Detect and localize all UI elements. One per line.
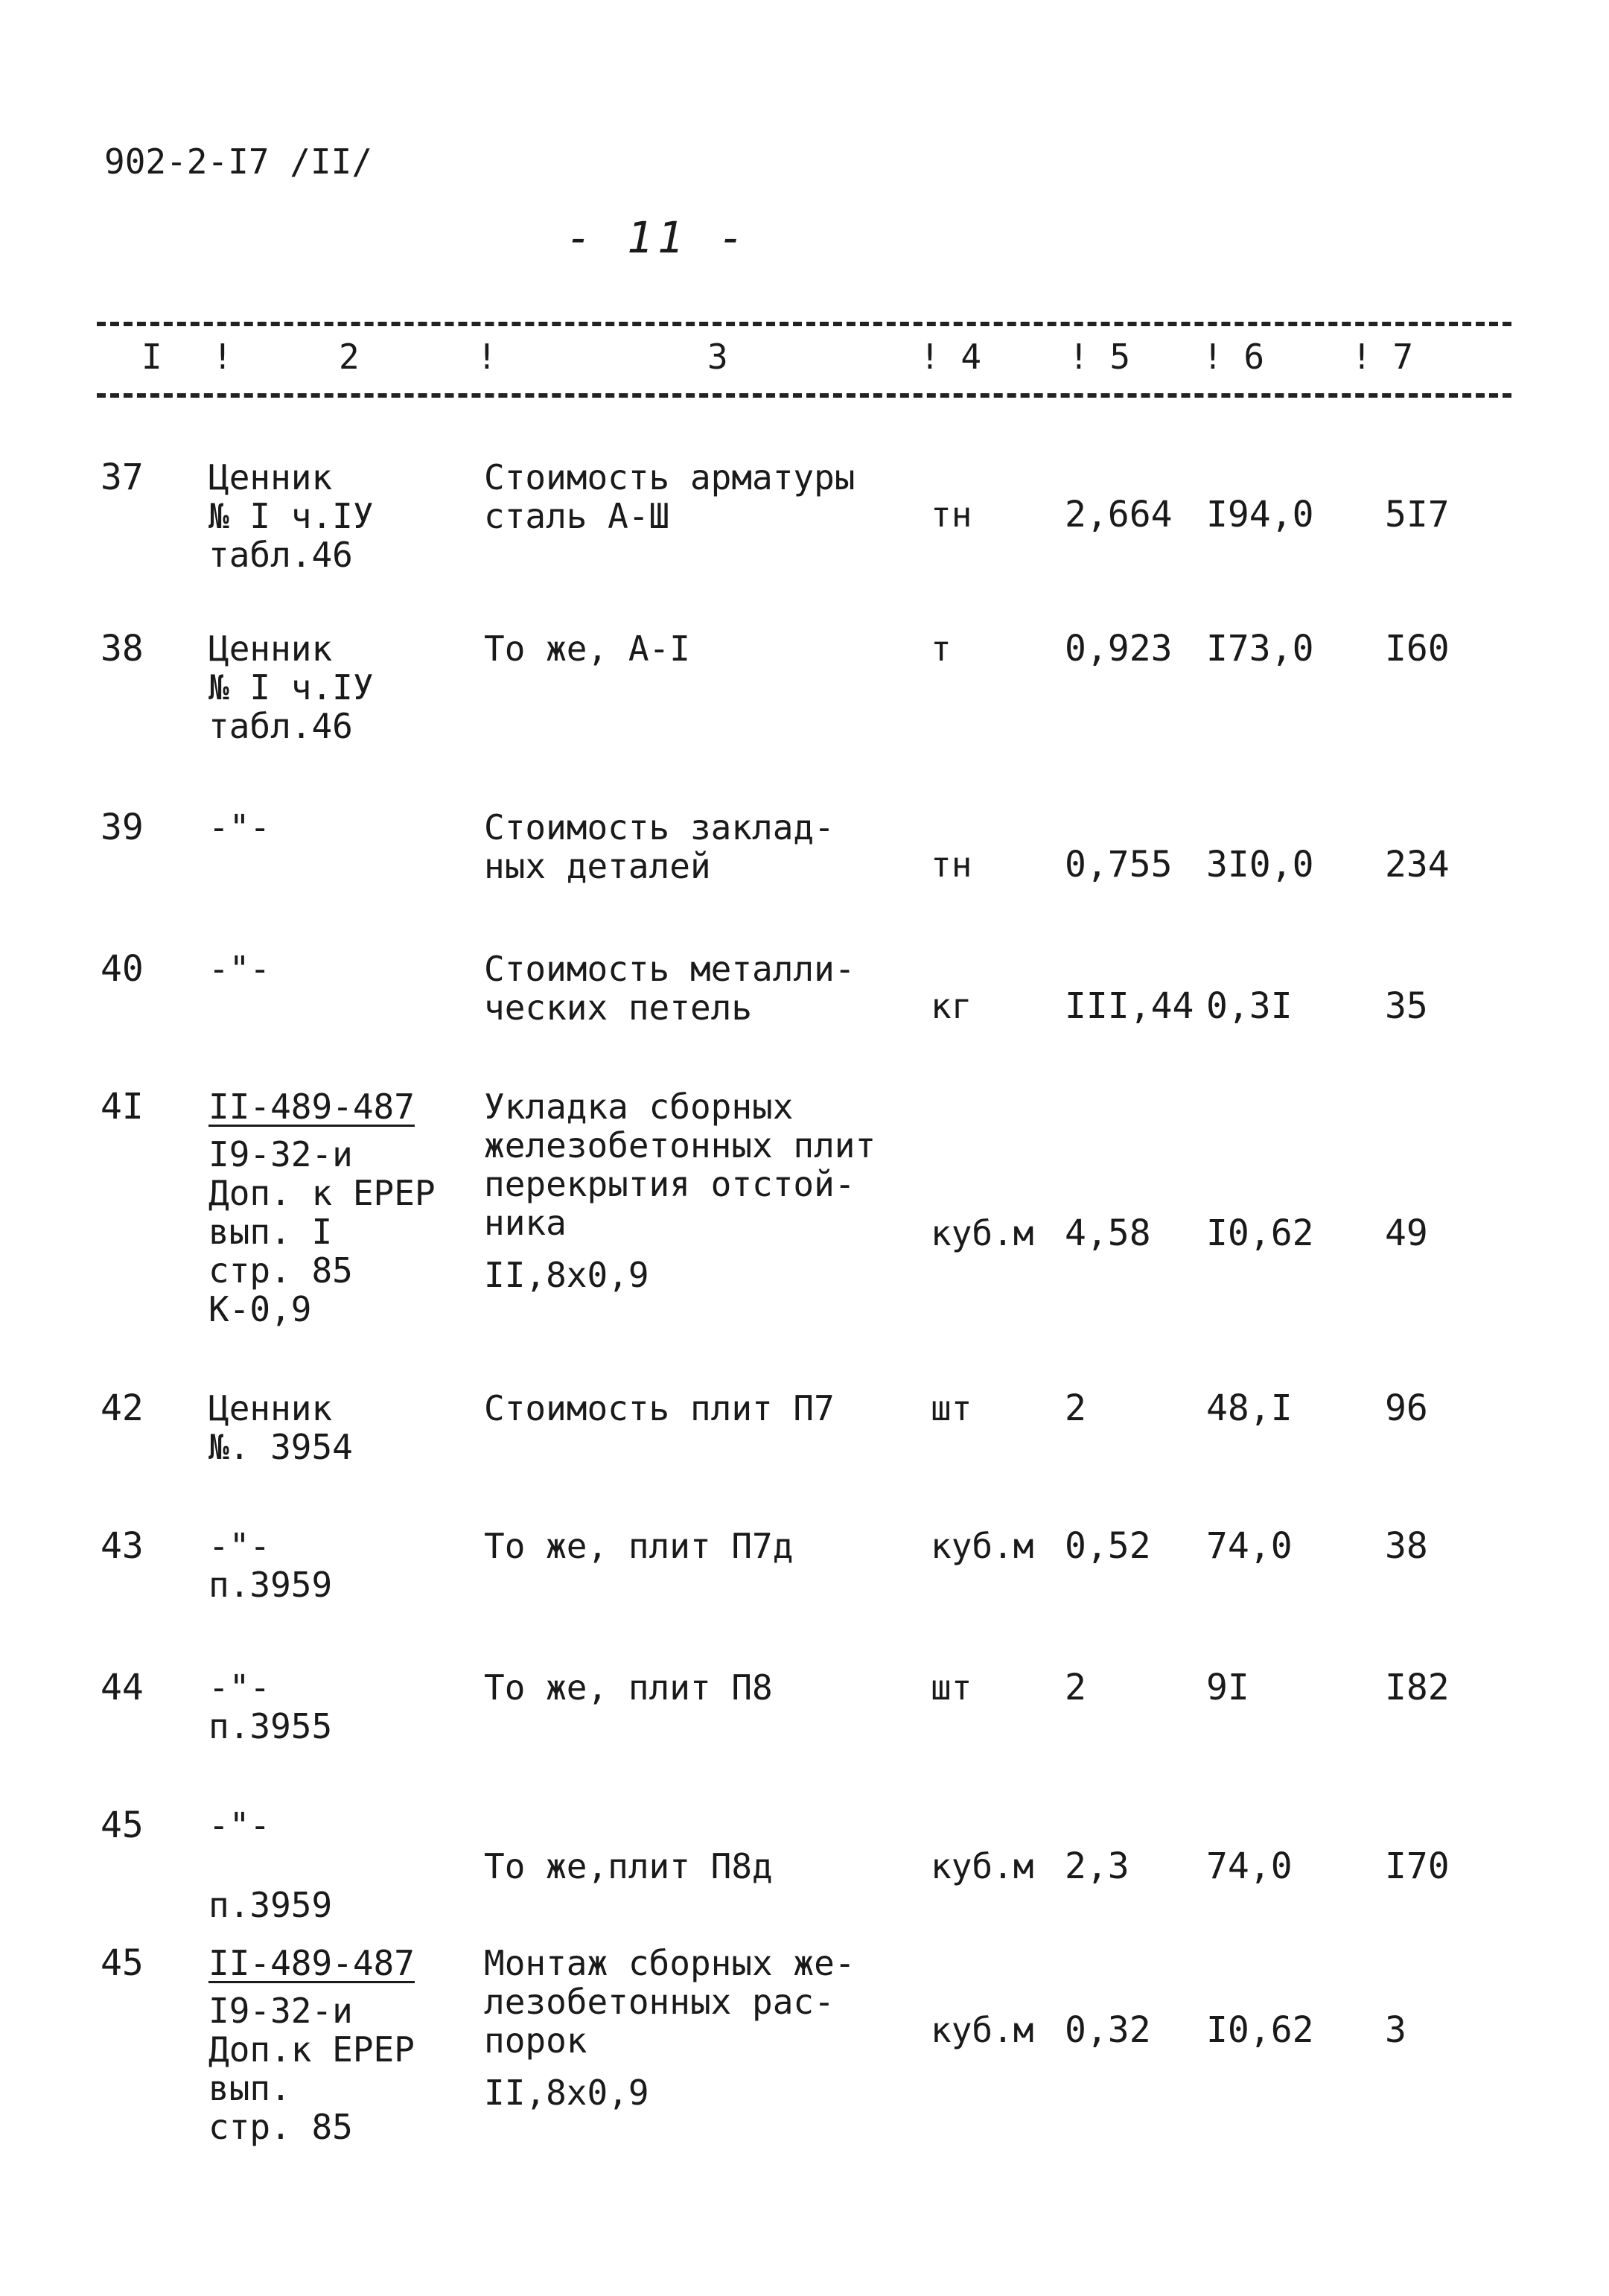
source-ref: п.3955 [208, 1706, 333, 1746]
row-number: 38 [101, 628, 144, 670]
unit-cell: кг [931, 986, 972, 1026]
source-ref: Доп. к ЕРЕР [208, 1173, 436, 1213]
row-number: 42 [101, 1387, 144, 1429]
total-cell: I70 [1385, 1845, 1450, 1887]
source-ref: № I ч.IУ [208, 667, 374, 707]
description-line: То же,плит П8д [484, 1846, 773, 1886]
source-ref: II-489-487 [208, 1087, 415, 1127]
unit-cell: куб.м [931, 1846, 1034, 1886]
total-cell: 5I7 [1385, 494, 1450, 535]
quantity-cell: 2,664 [1065, 494, 1173, 535]
description-line: ника [484, 1203, 567, 1243]
row-number: 43 [101, 1525, 144, 1567]
total-cell: 35 [1385, 985, 1428, 1027]
quantity-cell: 0,52 [1065, 1525, 1151, 1567]
source-ref: I9-32-и [208, 1991, 353, 2031]
unit-price-cell: I73,0 [1206, 628, 1314, 670]
description-line: То же, плит П8 [484, 1667, 773, 1708]
description-line: Стоимость плит П7 [484, 1388, 835, 1428]
quantity-cell: 0,32 [1065, 2009, 1151, 2051]
description-line: II,8х0,9 [484, 2073, 649, 2113]
source-ref: № I ч.IУ [208, 496, 374, 536]
column-header-3: 3 [707, 337, 728, 377]
description-line: порок [484, 2020, 587, 2061]
unit-price-cell: I0,62 [1206, 2009, 1314, 2051]
column-separator: ! [212, 337, 233, 377]
source-ref: -"- [208, 1805, 271, 1845]
source-ref: -"- [208, 1667, 271, 1708]
source-ref: К-0,9 [208, 1289, 312, 1329]
row-number: 44 [101, 1667, 144, 1708]
quantity-cell: 2 [1065, 1387, 1086, 1429]
row-number: 40 [101, 948, 144, 990]
total-cell: 38 [1385, 1525, 1428, 1567]
total-cell: 3 [1385, 2009, 1406, 2051]
quantity-cell: 2 [1065, 1667, 1086, 1708]
total-cell: 96 [1385, 1387, 1428, 1429]
unit-cell: куб.м [931, 2010, 1034, 2050]
total-cell: 234 [1385, 844, 1450, 885]
unit-cell: шт [931, 1388, 972, 1428]
source-ref: -"- [208, 1526, 271, 1566]
unit-price-cell: I0,62 [1206, 1212, 1314, 1254]
source-ref: №. 3954 [208, 1427, 353, 1467]
row-number: 39 [101, 807, 144, 848]
source-ref: вып. [208, 2068, 291, 2108]
total-cell: I60 [1385, 628, 1450, 670]
column-header-4: ! 4 [920, 337, 982, 377]
quantity-cell: 0,923 [1065, 628, 1173, 670]
source-ref: стр. 85 [208, 1250, 353, 1291]
source-ref: п.3959 [208, 1885, 333, 1925]
unit-price-cell: 74,0 [1206, 1525, 1293, 1567]
description-line: Стоимость заклад- [484, 807, 835, 848]
description-line: То же, А-I [484, 629, 690, 669]
column-header-6: ! 6 [1202, 337, 1265, 377]
unit-price-cell: 9I [1206, 1667, 1249, 1708]
source-ref: I9-32-и [208, 1134, 353, 1174]
description-line: Монтаж сборных же- [484, 1943, 856, 1983]
column-header-1: I [141, 337, 162, 377]
source-ref: II-489-487 [208, 1943, 415, 1983]
unit-price-cell: 74,0 [1206, 1845, 1293, 1887]
source-ref: Ценник [208, 457, 333, 497]
column-separator: ! [477, 337, 497, 377]
row-number: 37 [101, 457, 144, 498]
unit-cell: куб.м [931, 1526, 1034, 1566]
description-line: Стоимость арматуры [484, 457, 856, 497]
source-ref: -"- [208, 807, 271, 848]
row-number: 45 [101, 1942, 144, 1984]
unit-cell: шт [931, 1667, 972, 1708]
total-cell: I82 [1385, 1667, 1450, 1708]
quantity-cell: 0,755 [1065, 844, 1173, 885]
unit-price-cell: 48,I [1206, 1387, 1293, 1429]
description-line: ных деталей [484, 846, 711, 886]
table-header-divider [97, 393, 1511, 398]
column-header-2: 2 [339, 337, 360, 377]
unit-price-cell: I94,0 [1206, 494, 1314, 535]
source-ref: табл.46 [208, 706, 353, 746]
total-cell: 49 [1385, 1212, 1428, 1254]
source-ref: стр. 85 [208, 2107, 353, 2147]
unit-price-cell: 3I0,0 [1206, 844, 1314, 885]
unit-cell: тн [931, 495, 972, 535]
description-line: II,8х0,9 [484, 1255, 649, 1295]
quantity-cell: 2,3 [1065, 1845, 1130, 1887]
unit-cell: тн [931, 845, 972, 885]
source-ref: табл.46 [208, 535, 353, 575]
description-line: Укладка сборных [484, 1087, 794, 1127]
description-line: железобетонных плит [484, 1125, 876, 1166]
source-ref: Ценник [208, 1388, 333, 1428]
page-number: - 11 - [566, 212, 749, 263]
description-line: перекрытия отстой- [484, 1164, 856, 1204]
source-ref: п.3959 [208, 1565, 333, 1605]
description-line: То же, плит П7д [484, 1526, 794, 1566]
document-code: 902-2-I7 /II/ [104, 141, 373, 182]
source-ref: вып. I [208, 1212, 333, 1252]
description-line: ческих петель [484, 988, 753, 1028]
column-header-7: ! 7 [1351, 337, 1414, 377]
table-top-divider [97, 322, 1511, 326]
unit-price-cell: 0,3I [1206, 985, 1293, 1027]
unit-cell: т [931, 629, 952, 669]
description-line: Стоимость металли- [484, 949, 856, 989]
source-ref: -"- [208, 949, 271, 989]
row-number: 45 [101, 1804, 144, 1846]
source-ref: Ценник [208, 629, 333, 669]
quantity-cell: 4,58 [1065, 1212, 1151, 1254]
source-ref: Доп.к ЕРЕР [208, 2029, 415, 2070]
quantity-cell: III,44 [1065, 985, 1194, 1027]
description-line: лезобетонных рас- [484, 1982, 835, 2022]
description-line: сталь А-Ш [484, 496, 670, 536]
column-header-5: ! 5 [1068, 337, 1131, 377]
row-number: 4I [101, 1086, 144, 1128]
unit-cell: куб.м [931, 1213, 1034, 1253]
